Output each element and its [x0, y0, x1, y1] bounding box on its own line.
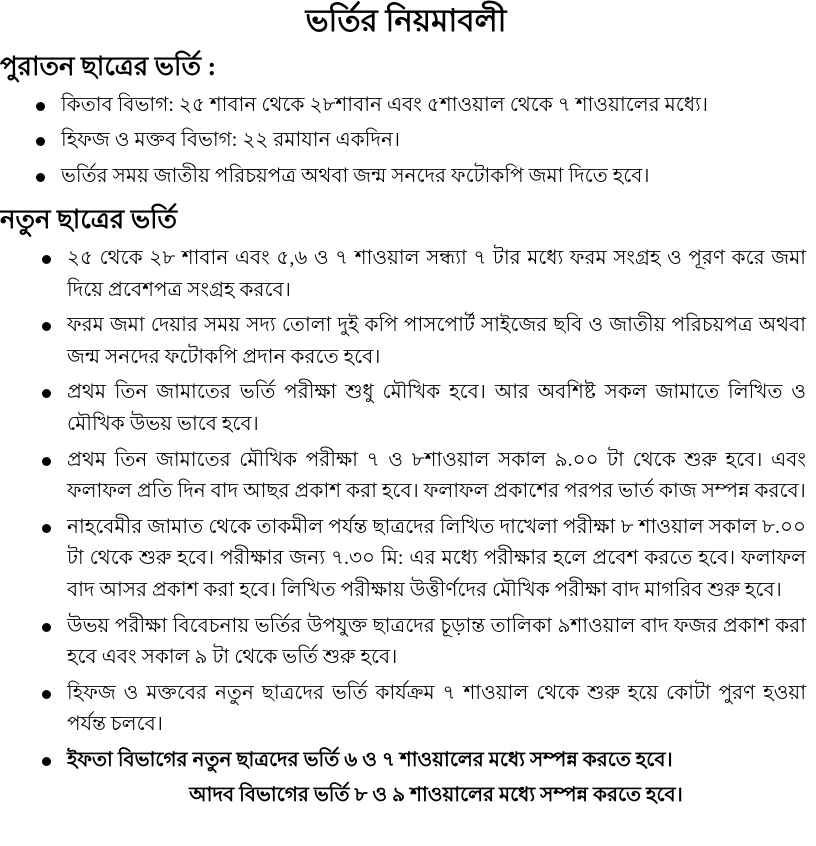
bullet-icon [42, 690, 51, 699]
bullet-icon [36, 137, 45, 146]
bullet-icon [42, 322, 51, 331]
rule-text: প্রথম তিন জামাতের মৌখিক পরীক্ষা ৭ ও ৮শাওয়াল সকাল ৯.০০ টা থেকে শুরু হবে। এবং ফলাফল প্রতি দিন বাদ আছর প্রকাশ করা হবে। ফলাফল প্রকাশের পরপর ভার্ত কাজ সম্পন্ন করবে। [67, 448, 806, 503]
rule-text: নাহবেমীর জামাত থেকে তাকমীল পর্যন্ত ছাত্রদের লিখিত দাখেলা পরীক্ষা ৮ শাওয়াল সকাল ৮.০০ টা থেকে শুরু হবে। পরীক্ষার জন্য ৭.৩০ মি: এর মধ্যে পরীক্ষার হলে প্রবেশ করতে হবে। ফলাফল বাদ আসর প্রকাশ করা হবে। লিখিত পরীক্ষায় উত্তীর্ণদের মৌখিক পরীক্ষা বাদ মাগরিব শুরু হবে। [67, 515, 806, 601]
list-item [0, 161, 812, 193]
section-old-students-heading: পুরাতন ছাত্রের ভর্তি : [0, 52, 217, 82]
bullet-icon [42, 457, 51, 466]
new-students-rule-list [0, 243, 812, 777]
rule-text: প্রথম তিন জামাতের ভর্তি পরীক্ষা শুধু মৌখিক হবে। আর অবশিষ্ট সকল জামাতে লিখিত ও মৌখিক উভয় ভাবে হবে। [67, 381, 806, 435]
bullet-icon [36, 173, 45, 182]
list-item [0, 90, 812, 122]
page-title: ভর্তির নিয়মাবলী [305, 3, 507, 38]
list-item-bold [0, 745, 812, 777]
bullet-icon [42, 389, 51, 398]
bullet-icon [42, 757, 51, 766]
list-item [0, 678, 812, 741]
bullet-icon [42, 524, 51, 533]
list-item [0, 611, 812, 674]
section-new-students-heading: নতুন ছাত্রের ভর্তি [0, 205, 178, 235]
rule-text: ভর্তির সময় জাতীয় পরিচয়পত্র অথবা জন্ম সনদের ফটোকপি জমা দিতে হবে। [61, 164, 650, 187]
rule-text: উভয় পরীক্ষা বিবেচনায় ভর্তির উপযুক্ত ছাত্রদের চূড়ান্ত তালিকা ৯শাওয়াল বাদ ফজর প্রকাশ করা হবে এবং সকাল ৯ টা থেকে ভর্তি শুরু হবে। [67, 614, 806, 669]
list-item [0, 445, 812, 508]
list-item [0, 243, 812, 306]
rule-text: হিফজ ও মক্তব বিভাগ: ২২ রমাযান একদিন। [61, 129, 401, 152]
list-item [0, 310, 812, 373]
adab-department-note: আদব বিভাগের ভর্তি ৮ ও ৯ শাওয়ালের মধ্যে সম্পন্ন করতে হবে। [189, 784, 683, 807]
list-item [0, 125, 812, 157]
section-new-students [0, 204, 812, 810]
rule-text: ২৫ থেকে ২৮ শাবান এবং ৫,৬ ও ৭ শাওয়াল সন্ধ্যা ৭ টার মধ্যে ফরম সংগ্রহ ও পূরণ করে জমা দিয়ে প্রবেশপত্র সংগ্রহ করবে। [67, 246, 806, 301]
rule-text: কিতাব বিভাগ: ২৫ শাবান থেকে ২৮শাবান এবং ৫শাওয়াল থেকে ৭ শাওয়ালের মধ্যে। [61, 93, 708, 116]
list-item [0, 377, 812, 440]
bullet-icon [42, 623, 51, 632]
rule-text: হিফজ ও মক্তবের নতুন ছাত্রদের ভর্তি কার্যক্রম ৭ শাওয়াল থেকে শুরু হয়ে কোটা পুরণ হওয়া পর্যন্ত চলবে। [67, 681, 806, 736]
section-old-students [0, 51, 812, 192]
rule-text: ফরম জমা দেয়ার সময় সদ্য তোলা দুই কপি পাসপোর্ট সাইজের ছবি ও জাতীয় পরিচয়পত্র অথবা জন্ম সনদের ফটোকপি প্রদান করতে হবে। [67, 314, 806, 368]
bullet-icon [36, 102, 45, 111]
rule-text: ইফতা বিভাগের নতুন ছাত্রদের ভর্তি ৬ ও ৭ শাওয়ালের মধ্যে সম্পন্ন করতে হবে। [67, 748, 673, 771]
bullet-icon [42, 255, 51, 264]
old-students-rule-list [0, 90, 812, 193]
list-item [0, 512, 812, 607]
